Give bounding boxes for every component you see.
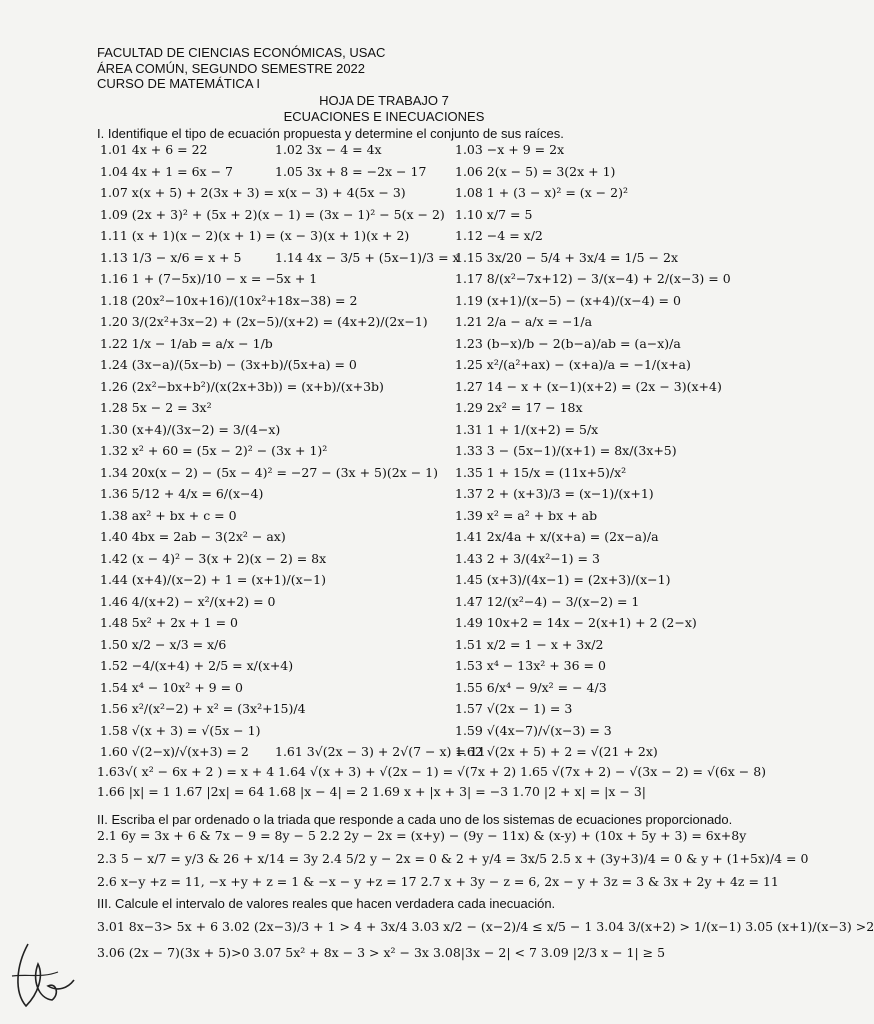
exercise-row: [97, 591, 737, 613]
exercise-item: 1.42 (x − 4)² − 3(x + 2)(x − 2) = 8x: [100, 550, 327, 566]
exercise-item: 1.04 4x + 1 = 6x − 7: [100, 163, 233, 179]
exercise-row: [97, 505, 737, 527]
exercise-row: [97, 247, 737, 269]
exercise-item: 1.54 x⁴ − 10x² + 9 = 0: [100, 679, 243, 695]
area-line: ÁREA COMÚN, SEGUNDO SEMESTRE 2022: [97, 60, 366, 76]
exercise-item: 1.34 20x(x − 2) − (5x − 4)² = −27 − (3x + 5)(2x − 1): [100, 464, 438, 480]
exercise-item: 1.49 10x+2 = 14x − 2(x+1) + 2 (2−x): [455, 615, 697, 630]
exercise-item: 1.46 4/(x+2) − x²/(x+2) = 0: [100, 593, 276, 609]
exercise-row: [97, 612, 737, 634]
handwritten-signature: [8, 936, 78, 1012]
system-line: 2.1 6y = 3x + 6 & 7x − 9 = 8y − 5 2.2 2y − 2x = (x+y) − (9y − 11x) & (x-y) + (10x + 5y + 3) = 6x+8y: [97, 828, 747, 843]
exercise-item: 1.03 −x + 9 = 2x: [455, 142, 565, 157]
section-2-heading: II. Escriba el par ordenado o la triada que responde a cada uno de los sistemas de ecuaciones proporcionado.: [97, 812, 733, 827]
exercise-line: 1.63√( x² − 6x + 2 ) = x + 4 1.64 √(x + 3) + √(2x − 1) = √(7x + 2) 1.65 √(7x + 2) − √(3x − 2) = √(6x − 8): [97, 764, 767, 779]
exercise-item: 1.27 14 − x + (x−1)(x+2) = (2x − 3)(x+4): [455, 378, 722, 394]
exercise-row: [97, 526, 737, 548]
exercise-item: 1.55 6/x⁴ − 9/x² = − 4/3: [455, 679, 607, 695]
exercise-item: 1.19 (x+1)/(x−5) − (x+4)/(x−4) = 0: [455, 292, 681, 308]
exercise-item: 1.32 x² + 60 = (5x − 2)² − (3x + 1)²: [100, 443, 328, 458]
exercise-item: 1.37 2 + (x+3)/3 = (x−1)/(x+1): [455, 486, 654, 501]
exercise-row: [97, 548, 737, 570]
exercise-item: 1.30 (x+4)/(3x−2) = 3/(4−x): [100, 421, 281, 437]
exercise-item: 1.02 3x − 4 = 4x: [275, 142, 382, 157]
exercise-item: 1.39 x² = a² + bx + ab: [455, 507, 598, 523]
exercise-item: 1.31 1 + 1/(x+2) = 5/x: [455, 421, 599, 437]
exercise-item: 1.24 (3x−a)/(5x−b) − (3x+b)/(5x+a) = 0: [100, 357, 357, 372]
exercise-item: 1.17 8/(x²−7x+12) − 3/(x−4) + 2/(x−3) = 0: [455, 271, 731, 286]
inequality-line: 3.06 (2x − 7)(3x + 5)>0 3.07 5x² + 8x − 3 > x² − 3x 3.08|3x − 2| < 7 3.09 |2/3 x − 1| ≥ 5: [97, 945, 666, 960]
exercise-row: [97, 161, 737, 183]
exercise-row: [97, 741, 737, 763]
exercise-item: 1.35 1 + 15/x = (11x+5)/x²: [455, 464, 627, 480]
exercise-item: 1.05 3x + 8 = −2x − 17: [275, 163, 427, 179]
section-1-heading: I. Identifique el tipo de ecuación propuesta y determine el conjunto de sus raíces.: [97, 126, 564, 141]
exercise-item: 1.15 3x/20 − 5/4 + 3x/4 = 1/5 − 2x: [455, 249, 679, 265]
exercise-item: 1.12 −4 = x/2: [455, 228, 543, 243]
exercise-item: 1.47 12/(x²−4) − 3/(x−2) = 1: [455, 593, 640, 609]
exercise-row: [97, 204, 737, 226]
inequality-line: 3.01 8x−3> 5x + 6 3.02 (2x−3)/3 + 1 > 4 + 3x/4 3.03 x/2 − (x−2)/4 ≤ x/5 − 1 3.04 3/(x+2) > 1/(x−1) 3.05 (x+1)/(x−3) >2: [97, 919, 874, 934]
exercise-item: 1.60 √(2−x)/√(x+3) = 2: [100, 744, 249, 759]
exercise-item: 1.52 −4/(x+4) + 2/5 = x/(x+4): [100, 658, 294, 673]
exercise-item: 1.53 x⁴ − 13x² + 36 = 0: [455, 658, 606, 673]
exercise-row: [97, 462, 737, 484]
exercise-line: 1.66 |x| = 1 1.67 |2x| = 64 1.68 |x − 4| = 2 1.69 x + |x + 3| = −3 1.70 |2 + x| = |x − 3|: [97, 784, 647, 799]
exercise-item: 1.50 x/2 − x/3 = x/6: [100, 636, 227, 652]
exercise-item: 1.21 2/a − a/x = −1/a: [455, 314, 593, 329]
exercise-row: [97, 290, 737, 312]
exercise-row: [97, 720, 737, 742]
exercise-item: 1.06 2(x − 5) = 3(2x + 1): [455, 163, 616, 179]
exercise-item: 1.62 √(2x + 5) + 2 = √(21 + 2x): [455, 744, 658, 759]
section-3-exercises: [97, 914, 874, 966]
exercise-item: 1.44 (x+4)/(x−2) + 1 = (x+1)/(x−1): [100, 572, 326, 587]
exercise-item: 1.22 1/x − 1/ab = a/x − 1/b: [100, 335, 273, 351]
section-2-exercises: [97, 826, 809, 892]
exercise-item: 1.48 5x² + 2x + 1 = 0: [100, 615, 238, 630]
exercise-row: [97, 376, 737, 398]
exercise-row: [97, 182, 737, 204]
exercise-row: [97, 483, 737, 505]
exercise-item: 1.25 x²/(a²+ax) − (x+a)/a = −1/(x+a): [455, 357, 691, 372]
exercise-row: [97, 333, 737, 355]
exercise-item: 1.10 x/7 = 5: [455, 206, 533, 222]
exercise-item: 1.20 3/(2x²+3x−2) + (2x−5)/(x+2) = (4x+2)/(2x−1): [100, 314, 428, 329]
exercise-row: [97, 268, 737, 290]
exercise-item: 1.56 x²/(x²−2) + x² = (3x²+15)/4: [100, 701, 306, 716]
section-1-extra-lines: [97, 762, 767, 802]
exercise-item: 1.14 4x − 3/5 + (5x−1)/3 = x: [275, 249, 460, 265]
exercise-row: [97, 311, 737, 333]
exercise-item: 1.28 5x − 2 = 3x²: [100, 400, 212, 415]
course-line: CURSO DE MATEMÁTICA I: [97, 76, 260, 91]
exercise-item: 1.36 5/12 + 4/x = 6/(x−4): [100, 486, 264, 501]
exercise-row: [97, 397, 737, 419]
exercise-item: 1.18 (20x²−10x+16)/(10x²+18x−38) = 2: [100, 292, 358, 308]
system-line: 2.3 5 − x/7 = y/3 & 26 + x/14 = 3y 2.4 5/2 y − 2x = 0 & 2 + y/4 = 3x/5 2.5 x + (3y+3)/4 = 0 & y + (1+5x)/4 = 0: [97, 851, 809, 866]
exercise-row: [97, 634, 737, 656]
exercise-row: [97, 569, 737, 591]
exercise-row: [97, 225, 737, 247]
exercise-row: [97, 440, 737, 462]
exercise-item: 1.01 4x + 6 = 22: [100, 142, 208, 157]
exercise-item: 1.45 (x+3)/(4x−1) = (2x+3)/(x−1): [455, 572, 671, 587]
exercise-item: 1.09 (2x + 3)² + (5x + 2)(x − 1) = (3x − 1)² − 5(x − 2): [100, 206, 445, 222]
exercise-item: 1.11 (x + 1)(x − 2)(x + 1) = (x − 3)(x + 1)(x + 2): [100, 228, 410, 243]
section-3-heading: III. Calcule el intervalo de valores reales que hacen verdadera cada inecuación.: [97, 896, 556, 911]
exercise-item: 1.57 √(2x − 1) = 3: [455, 701, 573, 716]
exercise-row: [97, 419, 737, 441]
exercise-item: 1.38 ax² + bx + c = 0: [100, 507, 237, 523]
exercise-item: 1.26 (2x²−bx+b²)/(x(2x+3b)) = (x+b)/(x+3b): [100, 378, 384, 394]
exercise-item: 1.07 x(x + 5) + 2(3x + 3) = x(x − 3) + 4(5x − 3): [100, 185, 406, 200]
faculty-line: FACULTAD DE CIENCIAS ECONÓMICAS, USAC: [97, 45, 386, 60]
worksheet-title: HOJA DE TRABAJO 7: [319, 93, 449, 108]
exercise-item: 1.43 2 + 3/(4x²−1) = 3: [455, 550, 600, 566]
document-header: [97, 45, 385, 92]
exercise-item: 1.23 (b−x)/b − 2(b−a)/ab = (a−x)/a: [455, 335, 681, 351]
exercise-item: 1.58 √(x + 3) = √(5x − 1): [100, 722, 261, 738]
exercise-item: 1.59 √(4x−7)/√(x−3) = 3: [455, 722, 612, 738]
exercise-item: 1.51 x/2 = 1 − x + 3x/2: [455, 636, 604, 652]
exercise-item: 1.13 1/3 − x/6 = x + 5: [100, 249, 242, 265]
exercise-row: [97, 677, 737, 699]
exercise-item: 1.40 4bx = 2ab − 3(2x² − ax): [100, 529, 286, 544]
system-line: 2.6 x−y +z = 11, −x +y + z = 1 & −x − y +z = 17 2.7 x + 3y − z = 6, 2x − y + 3z = 3 & 3x + 2y + 4z = 11: [97, 874, 779, 889]
worksheet-subtitle: ECUACIONES E INECUACIONES: [283, 109, 485, 124]
exercise-row: [97, 139, 737, 161]
exercise-item: 1.41 2x/4a + x/(x+a) = (2x−a)/a: [455, 529, 659, 544]
exercise-item: 1.08 1 + (3 − x)² = (x − 2)²: [455, 185, 628, 200]
exercise-item: 1.33 3 − (5x−1)/(x+1) = 8x/(3x+5): [455, 443, 677, 458]
exercise-item: 1.16 1 + (7−5x)/10 − x = −5x + 1: [100, 271, 318, 286]
exercise-item: 1.29 2x² = 17 − 18x: [455, 400, 583, 415]
exercise-row: [97, 655, 737, 677]
exercise-row: [97, 698, 737, 720]
exercise-item: 1.61 3√(2x − 3) + 2√(7 − x) = 11: [275, 744, 486, 759]
exercise-row: [97, 354, 737, 376]
